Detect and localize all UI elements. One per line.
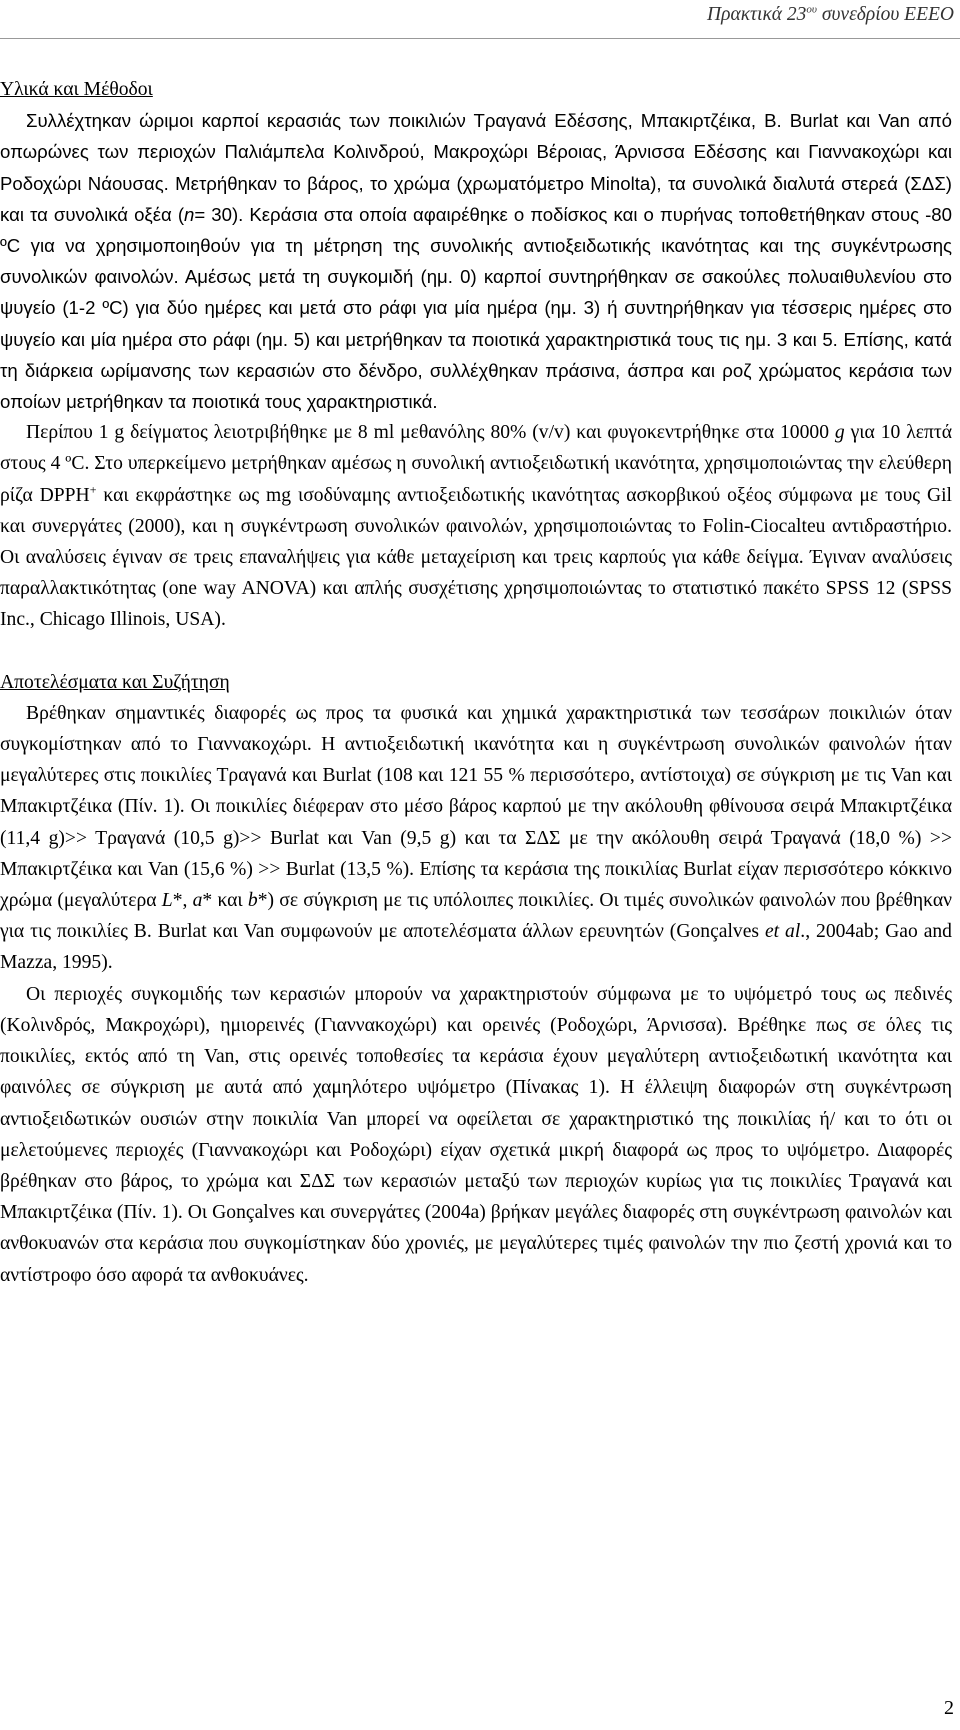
page-number: 2: [944, 1697, 954, 1719]
section-heading-results: Αποτελέσματα και Συζήτηση: [0, 671, 230, 693]
paragraph-results-2: Οι περιοχές συγκομιδής των κερασιών μπορούν να χαρακτηριστούν σύμφωνα με το υψόμετρό τους ως πεδινές (Κολινδρός, Μακροχώρι), ημιορεινές (Γιαννακοχώρι) και ορεινές (Ροδοχώρι, Άρνισσα). Βρέθηκε πως σε όλες τις ποικιλίες, εκτός από τη Van, στις ορεινές τοποθεσίες τα κεράσια έχουν μεγαλύτερη αντιοξειδωτική ικανότητα και φαινόλες σε σύγκριση με αυτά από χαμηλότερο υψόμετρο (Πίνακας 1). Η έλλειψη διαφορών στη συγκέντρωση αντιοξειδωτικών ουσιών στην ποικιλία Van μπορεί να οφείλεται σε χαρακτηριστικό της ποικιλίας ή/ και το ότι οι μελετούμενες περιοχές (Γιαννακοχώρι και Ροδοχώρι) είχαν σχετικά μικρή διαφορά ως προς το υψόμετρο. Διαφορές βρέθηκαν στο βάρος, το χρώμα και ΣΔΣ των κερασιών μεταξύ των περιοχών κυρίως για τις ποικιλίες Τραγανά και Μπακιρτζέικα (Πίν. 1). Οι Gonçalves και συνεργάτες (2004a) βρήκαν μεγάλες διαφορές στη συγκέντρωση φαινολών και ανθοκυανών στα κεράσια που συγκομίστηκαν δύο χρονιές, με μεγαλύτερες τιμές φαινολών την πιο ζεστή χρονιά και το αντίστροφο όσο αφορά τα ανθοκυάνες.: [0, 983, 952, 1286]
body-column: [0, 74, 952, 1291]
header-rule: [0, 38, 960, 39]
section-heading-methods: Υλικά και Μέθοδοι: [0, 79, 153, 100]
paragraph-methods-1: Συλλέχτηκαν ώριμοι καρποί κερασιάς των ποικιλιών Τραγανά Εδέσσης, Μπακιρτζέικα, Β. Burlat και Van από οπωρώνες των περιοχών Παλιάμπελα Κολινδρού, Μακροχώρι Βέροιας, Άρνισσα Εδέσσης και Γιαννακοχώρι και Ροδοχώρι Νάουσας. Μετρήθηκαν το βάρος, το χρώμα (χρωματόμετρο Minolta), τα συνολικά διαλυτά στερεά (ΣΔΣ) και τα συνολικά οξέα (n= 30). Κεράσια στα οποία αφαιρέθηκε ο ποδίσκος και ο πυρήνας τοποθετήθηκαν στους -80 ºC για να χρησιμοποιηθούν για τη μέτρηση της συνολικής αντιοξειδωτικής ικανότητας και της συγκέντρωσης συνολικών φαινολών. Αμέσως μετά τη συγκομιδή (ημ. 0) καρποί συντηρήθηκαν σε σακούλες πολυαιθυλενίου στο ψυγείο (1-2 ºC) για δύο ημέρες και μετά στο ράφι για μία ημέρα (ημ. 3) ή συντηρήθηκαν για τέσσερις ημέρες στο ψυγείο και μία ημέρα στο ράφι (ημ. 5) και μετρήθηκαν τα ποιοτικά χαρακτηριστικά τους τις ημ. 3 και 5. Επίσης, κατά τη διάρκεια ωρίμανσης των κερασιών στο δένδρο, συλλέχθηκαν πράσινα, άσπρα και ροζ χρώματος κεράσια των οποίων μετρήθηκαν τα ποιοτικά τους χαρακτηριστικά.: [0, 110, 952, 413]
running-header: Πρακτικά $23^{o\upsilon}$ συνεδρίου ΕΕΕΟ: [707, 3, 954, 25]
paragraph-results-1: Βρέθηκαν σημαντικές διαφορές ως προς τα φυσικά και χημικά χαρακτηριστικά των τεσσάρων ποικιλιών όταν συγκομίστηκαν από το Γιαννακοχώρι. Η αντιοξειδωτική ικανότητα και η συγκέντρωση συνολικών φαινολών ήταν μεγαλύτερες στις ποικιλίες Τραγανά και Burlat (108 και 121 55 % περισσότερο, αντίστοιχα) σε σύγκριση με τις Van και Μπακιρτζέικα (Πίν. 1). Οι ποικιλίες διέφεραν στο μέσο βάρος καρπού με την ακόλουθη φθίνουσα σειρά Μπακιρτζέικα (11,4 g)>> Τραγανά (10,5 g)>> Burlat και Van (9,5 g) και τα ΣΔΣ με την ακόλουθη σειρά Τραγανά (18,0 %) >> Μπακιρτζέικα και Van (15,6 %) >> Burlat (13,5 %). Επίσης τα κεράσια της ποικιλίας Burlat είχαν περισσότερο κόκκινο χρώμα (μεγαλύτερα L*, a* και b*) σε σύγκριση με τις υπόλοιπες ποικιλίες. Οι τιμές συνολικών φαινολών που βρέθηκαν για τις ποικιλίες Β. Burlat και Van συμφωνούν με αποτελέσματα άλλων ερευνητών (Gonçalves et al., 2004ab; Gao and Mazza, 1995).: [0, 702, 953, 974]
paragraph-methods-2: Περίπου 1 g δείγματος λειοτριβήθηκε με 8 ml μεθανόλης 80% (v/v) και φυγοκεντρήθηκε στα 10000 g για 10 λεπτά στους 4 ºC. Στο υπερκείμενο μετρήθηκαν αμέσως η συνολική αντιοξειδωτική ικανότητα, χρησιμοποιώντας την ελεύθερη ρίζα DPPH+ και εκφράστηκε ως mg ισοδύναμης αντιοξειδωτικής ικανότητας ασκορβικού οξέος σύμφωνα με τους Gil και συνεργάτες (2000), και η συγκέντρωση συνολικών φαινολών, χρησιμοποιώντας το Folin-Ciocalteu αντιδραστήριο. Οι αναλύσεις έγιναν σε τρεις επαναλήψεις για κάθε μεταχείριση και τρεις καρπούς για κάθε δείγμα. Έγιναν αναλύσεις παραλλακτικότητας (one way ANOVA) και απλής συσχέτισης χρησιμοποιώντας το στατιστικό πακέτο SPSS 12 (SPSS Inc., Chicago Illinois, USA).: [0, 422, 952, 631]
